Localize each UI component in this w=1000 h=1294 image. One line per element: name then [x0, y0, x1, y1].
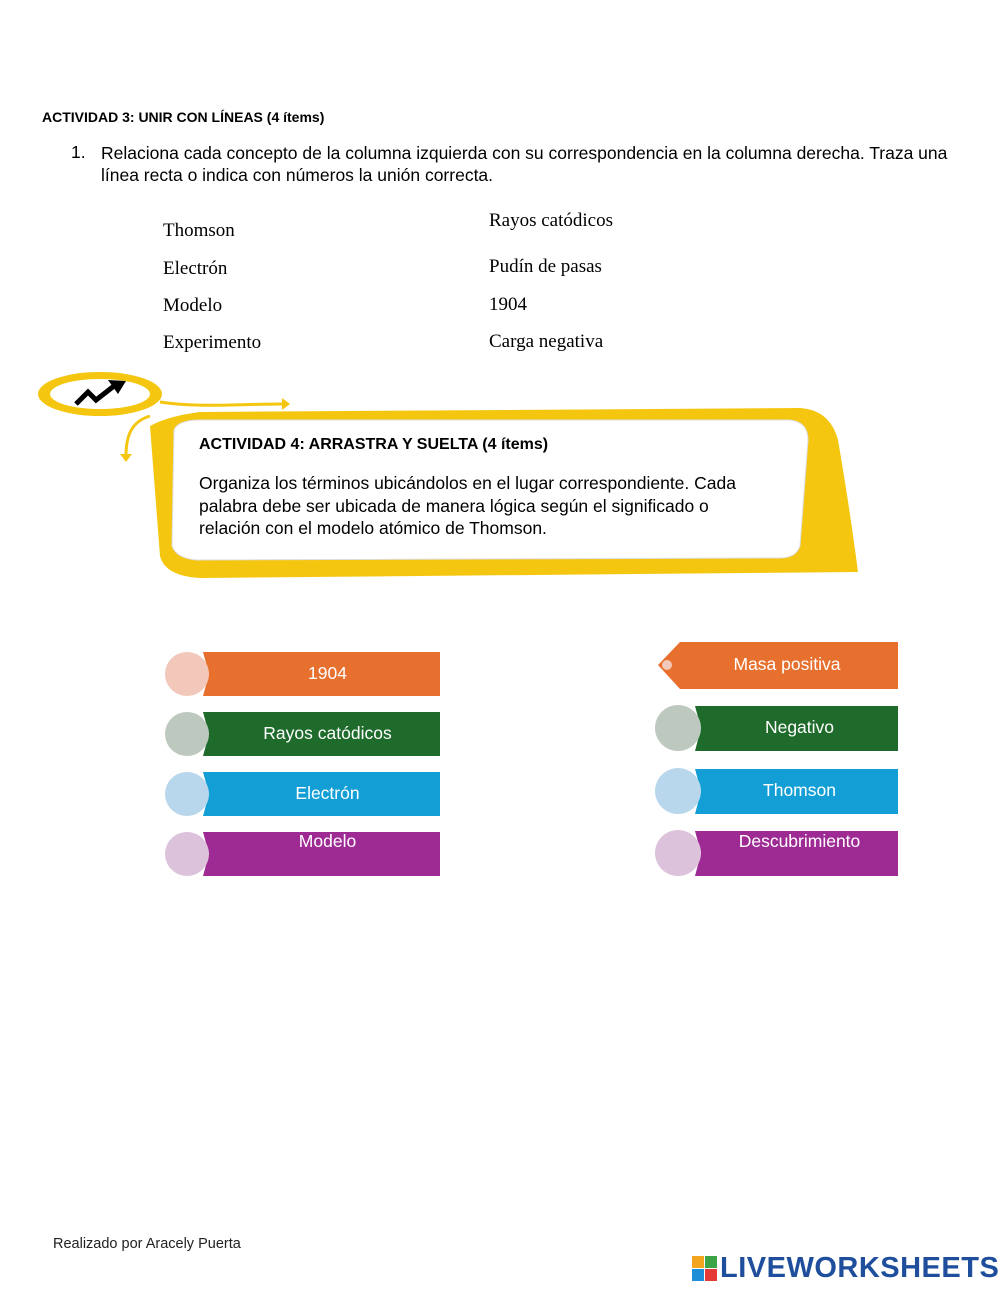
tile-right-descubrimiento[interactable] [655, 830, 898, 878]
liveworksheets-logo-icon [692, 1256, 718, 1282]
activity3-title: ACTIVIDAD 3: UNIR CON LÍNEAS (4 ítems) [42, 109, 325, 125]
match-left-experimento[interactable]: Experimento [163, 332, 262, 353]
activity4-title: ACTIVIDAD 4: ARRASTRA Y SUELTA (4 ítems) [199, 436, 549, 453]
footer-author: Realizado por Aracely Puerta [53, 1236, 241, 1252]
tile-left-modelo[interactable] [165, 831, 440, 877]
activity3-item-number: 1. [71, 142, 86, 162]
tile-label: Modelo [298, 831, 357, 851]
tile-left-electron[interactable] [165, 771, 440, 817]
match-left-electron[interactable]: Electrón [163, 258, 228, 279]
activity4-instruction: Organiza los términos ubicándolos en el lugar correspondiente. Cada palabra debe ser ubicada de manera lógica según el significado o relación con el modelo atómico de Thomson. [199, 473, 736, 538]
activity3-instruction: Relaciona cada concepto de la columna izquierda con su correspondencia en la columna derecha. Traza una línea recta o indica con números la unión correcta. [101, 143, 948, 185]
tile-label: Thomson [763, 780, 836, 800]
tile-label: Descubrimiento [738, 831, 861, 851]
tile-label: Rayos catódicos [263, 723, 392, 743]
match-right-1904[interactable]: 1904 [489, 294, 527, 315]
match-right-rayos[interactable]: Rayos catódicos [489, 210, 614, 231]
match-left-modelo[interactable]: Modelo [163, 295, 223, 316]
tile-left-rayos[interactable] [165, 711, 440, 757]
tile-label: Negativo [764, 717, 835, 737]
tile-right-negativo[interactable] [655, 705, 898, 753]
tile-label: Electrón [295, 783, 360, 803]
tile-right-thomson[interactable] [655, 768, 898, 816]
liveworksheets-logo-text: LIVEWORKSHEETS [720, 1252, 1000, 1284]
match-right-pudin[interactable]: Pudín de pasas [489, 256, 602, 277]
tile-label: 1904 [308, 663, 347, 683]
match-left-thomson[interactable]: Thomson [163, 220, 235, 241]
tile-left-1904[interactable] [165, 652, 440, 698]
tile-label: Masa positiva [733, 654, 841, 674]
tile-right-masa[interactable] [656, 642, 898, 690]
match-right-carga[interactable]: Carga negativa [489, 331, 604, 352]
